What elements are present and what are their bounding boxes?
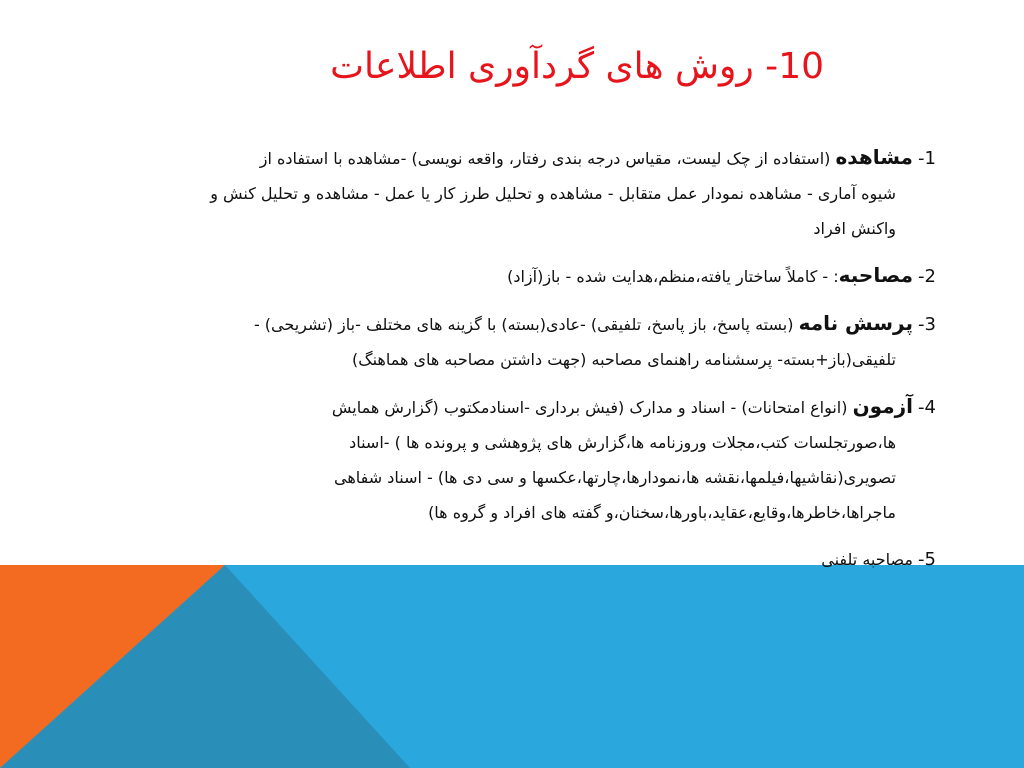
item-line [110,542,936,577]
item-text: مصاحبه تلفنی [821,550,913,569]
item-text: (بسته پاسخ، باز پاسخ، تلفیقی) -عادی(بسته) با گزینه های مختلف -باز (تشریحی) - [253,315,799,334]
item-keyword: مشاهده [835,145,913,169]
item-number: 3- [918,314,936,335]
item-continuation: واکنش افراد [813,219,896,238]
item-keyword: آزمون [852,394,913,418]
item-keyword: مصاحبه [838,263,913,287]
item-continuation: ماجراها،خاطرها،وقایع،عقاید،باورها،سخنان،و گفته های افراد و گروه ها) [428,503,896,522]
item-continuation: شیوه آماری - مشاهده نمودار عمل متقابل - مشاهده و تحلیل طرز کار یا عمل - مشاهده و تحلیل کنش و [210,184,896,203]
list-item-observation [110,140,936,246]
item-line [110,389,936,425]
item-line [110,140,936,176]
list-item-phone-interview [110,542,936,577]
content-list [110,140,936,589]
item-text: (استفاده از چک لیست، مقیاس درجه بندی رفتار، واقعه نویسی) -مشاهده با استفاده از [259,149,836,168]
list-item-questionnaire [110,306,936,377]
item-text: : - کاملاً ساختار یافته،منظم،هدایت شده - باز(آزاد) [507,267,839,286]
item-number: 5- [918,549,936,570]
slide-title: 10- روش های گردآوری اطلاعات [330,46,824,87]
item-line [110,306,936,342]
item-line [110,258,936,294]
item-number: 2- [918,266,936,287]
item-continuation: ها،صورتجلسات کتب،مجلات وروزنامه ها،گزارش های پژوهشی و پرونده ها ) -اسناد [349,433,896,452]
item-number: 1- [918,148,936,169]
item-number: 4- [918,397,936,418]
list-item-test-documents [110,389,936,530]
item-continuation: تصویری(نقاشیها،فیلمها،نقشه ها،نمودارها،چارتها،عکسها و سی دی ها) - اسناد شفاهی [334,468,896,487]
item-text: (انواع امتحانات) - اسناد و مدارک (فیش برداری -اسنادمکتوب (گزارش همایش [331,398,853,417]
item-keyword: پرسش نامه [798,311,913,335]
item-continuation: تلفیقی(باز+بسته- پرسشنامه راهنمای مصاحبه (جهت داشتن مصاحبه های هماهنگ) [352,350,896,369]
list-item-interview [110,258,936,294]
